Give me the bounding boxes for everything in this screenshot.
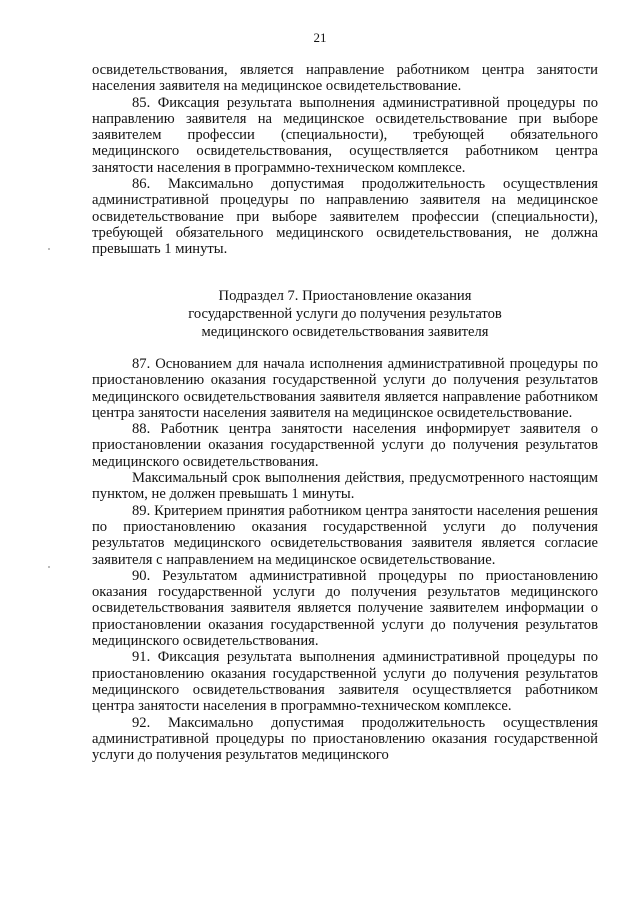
- paragraph-88-deadline: Максимальный срок выполнения действия, предусмотренного настоящим пунктом, не должен превышать 1 минуты.: [92, 470, 598, 503]
- bottom-text-block: [92, 356, 598, 763]
- page-number: 21: [313, 30, 327, 45]
- paragraph-85: 85. Фиксация результата выполнения административной процедуры по направлению заявителя на медицинское освидетельствование при выборе заявителем профессии (специальности), требующей обязательного медицинского освидетельствования, осуществляется работником центра занятости населения в программно-техническом комплексе.: [92, 94, 598, 176]
- top-text-block: [92, 62, 598, 258]
- heading-line-1: Подраздел 7. Приостановление оказания: [218, 288, 472, 304]
- paragraph-87: 87. Основанием для начала исполнения административной процедуры по приостановлению оказания государственной услуги до получения результатов медицинского освидетельствования заявителя является направление работником центра занятости населения заявителя на медицинское освидетельствование.: [92, 356, 598, 421]
- paragraph-91: 91. Фиксация результата выполнения административной процедуры по приостановлению оказания государственной услуги до получения результатов медицинского освидетельствования заявителя осуществляется работником центра занятости населения в программно-техническом комплексе.: [92, 649, 598, 715]
- paragraph-88: 88. Работник центра занятости населения информирует заявителя о приостановлении оказания государственной услуги до получения результатов медицинского освидетельствования.: [92, 421, 598, 470]
- scan-speck: [48, 566, 50, 568]
- paragraph-continuation: освидетельствования, является направление работником центра занятости населения заявителя на медицинское освидетельствование.: [92, 62, 598, 95]
- paragraph-90: 90. Результатом административной процедуры по приостановлению оказания государственной услуги до получения результатов медицинского освидетельствования заявителя является получение заявителем информации о приостановлении оказания государственной услуги до получения результатов медицинского освидетельствования.: [92, 567, 598, 650]
- heading-line-3: медицинского освидетельствования заявителя: [201, 324, 489, 340]
- paragraph-89: 89. Критерием принятия работником центра занятости населения решения по приостановлению оказания государственной услуги до получения результатов медицинского освидетельствования заявителя является согласие заявителя с направлением на медицинское освидетельствование.: [92, 502, 598, 568]
- paragraph-86: 86. Максимально допустимая продолжительность осуществления административной процедуры по направлению заявителя на медицинское освидетельствование при выборе заявителем профессии (специальности), требующей обязательного медицинского освидетельствования, не должна превышать 1 минуты.: [92, 176, 598, 258]
- scan-speck: [48, 248, 50, 250]
- subsection-heading: [92, 287, 598, 341]
- paragraph-92: 92. Максимально допустимая продолжительность осуществления административной процедуры по приостановлению оказания государственной услуги до получения результатов медицинского: [92, 714, 598, 764]
- heading-line-2: государственной услуги до получения результатов: [188, 306, 502, 322]
